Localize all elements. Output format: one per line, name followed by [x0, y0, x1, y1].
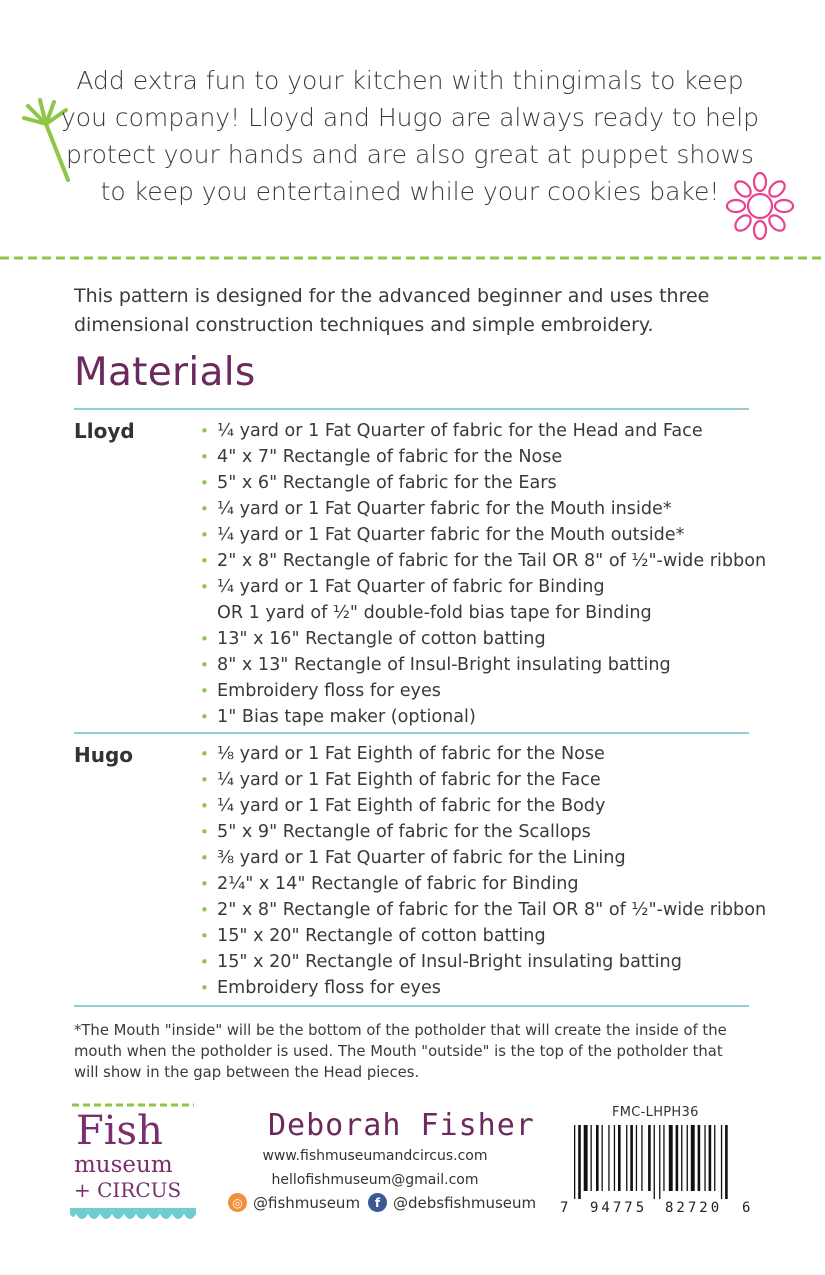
barcode-bar [698, 1125, 701, 1191]
intro-line: Add extra fun to your kitchen with thingimals to keep [76, 66, 744, 95]
list-item: • 8" x 13" Rectangle of Insul-Bright insulating batting [200, 652, 760, 678]
product-sku: FMC-LHPH36 [612, 1105, 699, 1120]
barcode-bar [663, 1125, 664, 1191]
list-item: • ¼ yard or 1 Fat Quarter fabric for the Mouth inside* [200, 496, 760, 522]
list-item: • Embroidery floss for eyes [200, 678, 760, 704]
barcode-bar [574, 1125, 575, 1199]
section-rule [74, 732, 749, 734]
list-item: • ⅜ yard or 1 Fat Quarter of fabric for the Lining [200, 845, 760, 871]
list-item: • 2" x 8" Rectangle of fabric for the Tail OR 8" of ½"-wide ribbon [200, 897, 760, 923]
instagram-icon: ◎ [228, 1193, 247, 1212]
author-name: Deborah Fisher [268, 1108, 535, 1143]
footnote-line: mouth when the potholder is used. The Mouth "outside" is the top of the potholder that [74, 1043, 723, 1060]
barcode-bar [714, 1125, 715, 1191]
footnote [74, 1020, 754, 1083]
intro-text [60, 62, 760, 210]
barcode-bar [681, 1125, 682, 1191]
list-item: • Embroidery floss for eyes [200, 975, 760, 1001]
list-item: • ⅛ yard or 1 Fat Eighth of fabric for the Nose [200, 741, 760, 767]
list-item: • 2¼" x 14" Rectangle of fabric for Binding [200, 871, 760, 897]
intro-line: to keep you entertained while your cookies bake! [100, 177, 720, 206]
barcode-bar [648, 1125, 651, 1191]
barcode-bar [654, 1125, 655, 1199]
list-item: • 5" x 9" Rectangle of fabric for the Scallops [200, 819, 760, 845]
barcode-check-digit: 6 [742, 1200, 751, 1216]
logo-line-museum: museum [74, 1152, 173, 1178]
section-rule [74, 408, 749, 410]
intro-line: you company! Lloyd and Hugo are always ready to help [60, 103, 760, 132]
barcode-bar [578, 1125, 581, 1199]
barcode-bar [602, 1125, 603, 1191]
barcode-bar [608, 1125, 609, 1191]
list-item [200, 574, 760, 626]
description-line: dimensional construction techniques and simple embroidery. [74, 314, 654, 336]
list-item: • ¼ yard or 1 Fat Quarter fabric for the Mouth outside* [200, 522, 760, 548]
section-label-hugo: Hugo [74, 743, 134, 767]
barcode-bar [676, 1125, 679, 1191]
pink-flower-icon [722, 168, 798, 244]
materials-list-hugo [200, 741, 767, 1001]
list-item: • 13" x 16" Rectangle of cotton batting [200, 626, 760, 652]
barcode-bar [614, 1125, 615, 1191]
list-item: • ¼ yard or 1 Fat Eighth of fabric for the Body [200, 793, 760, 819]
website-link[interactable]: www.fishmuseumandcircus.com [262, 1148, 488, 1164]
list-item: • 4" x 7" Rectangle of fabric for the Nose [200, 444, 760, 470]
section-label-lloyd: Lloyd [74, 419, 135, 443]
barcode-bar [659, 1125, 660, 1199]
logo-scallop-border [70, 1208, 196, 1226]
barcode-right-digits: 82720 [665, 1200, 723, 1216]
barcode-bar [626, 1125, 627, 1191]
footnote-line: will show in the gap between the Head pieces. [74, 1064, 420, 1081]
barcode-bar [584, 1125, 588, 1191]
barcode-bar [641, 1125, 642, 1191]
section-rule [74, 1005, 749, 1007]
list-item: • ¼ yard or 1 Fat Quarter of fabric for the Head and Face [200, 418, 760, 444]
facebook-text: @debsfishmuseum [393, 1193, 537, 1212]
footnote-line: *The Mouth "inside" will be the bottom of the potholder that will create the inside of the [74, 1022, 727, 1039]
barcode-bar [691, 1125, 695, 1191]
list-item: • ¼ yard or 1 Fat Eighth of fabric for the Face [200, 767, 760, 793]
list-item: • 5" x 6" Rectangle of fabric for the Ears [200, 470, 760, 496]
pattern-description [74, 282, 774, 340]
list-item-line: OR 1 yard of ½" double-fold bias tape for Binding [217, 603, 652, 623]
barcode-bar [669, 1125, 673, 1191]
barcode-bar [591, 1125, 592, 1191]
instagram-handle[interactable] [228, 1193, 360, 1212]
barcode-icon [572, 1125, 740, 1199]
instagram-text: @fishmuseum [253, 1193, 361, 1212]
dashed-divider [0, 255, 825, 261]
barcode-bar [687, 1125, 688, 1191]
barcode-bar [704, 1125, 705, 1191]
logo-line-fish: Fish [76, 1108, 163, 1154]
barcode-bar [636, 1125, 637, 1191]
fish-museum-logo [70, 1102, 196, 1228]
list-item: • 1" Bias tape maker (optional) [200, 704, 760, 730]
barcode-bar [630, 1125, 633, 1191]
barcode-bar [725, 1125, 728, 1199]
barcode-bar [721, 1125, 722, 1199]
intro-line: protect your hands and are also great at puppet shows [66, 140, 754, 169]
description-line: This pattern is designed for the advanced beginner and uses three [74, 285, 710, 307]
barcode-left-digits: 94775 [590, 1200, 648, 1216]
list-item: • 15" x 20" Rectangle of Insul-Bright insulating batting [200, 949, 760, 975]
materials-heading: Materials [74, 350, 256, 395]
materials-list-lloyd [200, 418, 767, 730]
barcode-bar [618, 1125, 621, 1191]
list-item: • 15" x 20" Rectangle of cotton batting [200, 923, 760, 949]
list-item: • 2" x 8" Rectangle of fabric for the Tail OR 8" of ½"-wide ribbon [200, 548, 760, 574]
barcode-bar [596, 1125, 599, 1191]
email-link[interactable]: hellofishmuseum@gmail.com [271, 1172, 479, 1188]
barcode-bar [709, 1125, 712, 1191]
barcode-first-digit: 7 [560, 1200, 569, 1216]
facebook-icon: f [368, 1193, 387, 1212]
list-item-line: ¼ yard or 1 Fat Quarter of fabric for Binding [217, 577, 605, 597]
facebook-handle[interactable] [368, 1193, 536, 1212]
logo-line-circus: + CIRCUS [74, 1178, 182, 1202]
